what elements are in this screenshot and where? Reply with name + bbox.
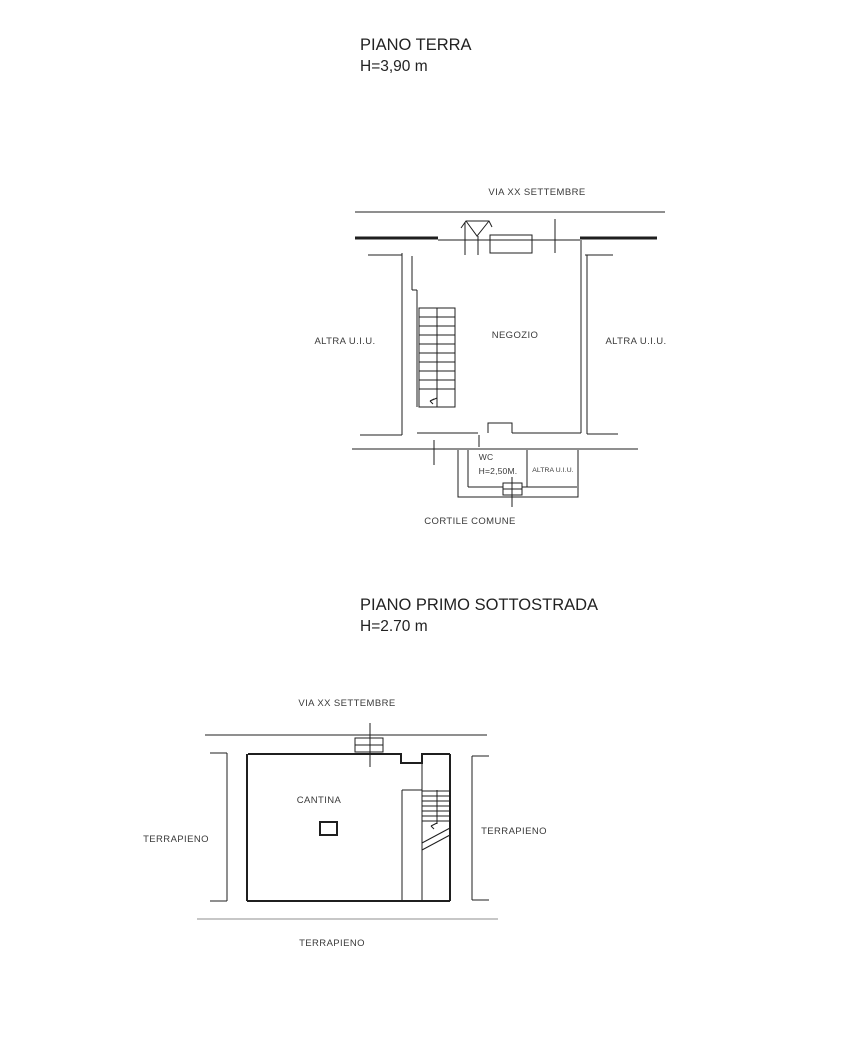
basement-floor-plan xyxy=(143,596,598,949)
annex-unit-label: ALTRA U.I.U. xyxy=(532,467,574,474)
right-party-wall xyxy=(581,240,587,434)
left-retaining-wall xyxy=(210,753,227,901)
left-fill-label: TERRAPIENO xyxy=(143,834,209,845)
pillar-symbol xyxy=(320,822,337,835)
left-unit-label: ALTRA U.I.U. xyxy=(314,336,376,347)
wall-niche xyxy=(488,423,512,433)
cantina-room-label: CANTINA xyxy=(296,795,342,806)
staircase xyxy=(419,308,455,407)
plan-height-note: H=3,90 m xyxy=(360,58,428,75)
right-unit-label: ALTRA U.I.U. xyxy=(605,336,667,347)
wc-room-label: WC xyxy=(478,452,494,462)
negozio-room-label: NEGOZIO xyxy=(491,330,539,341)
wc-height-label: H=2,50M. xyxy=(478,466,518,476)
rear-wall xyxy=(352,423,638,465)
window-symbol xyxy=(503,477,522,507)
stair-direction-arrow-icon xyxy=(431,823,437,829)
bottom-fill-label: TERRAPIENO xyxy=(299,938,365,949)
stair-direction-arrow-icon xyxy=(430,398,437,404)
ground-floor-plan xyxy=(314,36,666,527)
entrance-arrow-icon xyxy=(461,221,492,236)
courtyard-label: CORTILE COMUNE xyxy=(424,516,516,527)
plan-title: PIANO PRIMO SOTTOSTRADA xyxy=(360,596,599,614)
plan-height-note: H=2.70 m xyxy=(360,618,428,635)
right-fill-label: TERRAPIENO xyxy=(481,826,547,837)
basement-walls xyxy=(247,754,450,901)
wc-annex xyxy=(458,450,578,507)
street-label: VIA XX SETTEMBRE xyxy=(488,187,586,198)
staircase xyxy=(422,790,450,850)
window-symbol xyxy=(490,235,532,253)
left-party-wall xyxy=(402,253,417,435)
street-label: VIA XX SETTEMBRE xyxy=(298,698,396,709)
plan-title: PIANO TERRA xyxy=(360,36,472,54)
window-symbol xyxy=(355,723,383,767)
